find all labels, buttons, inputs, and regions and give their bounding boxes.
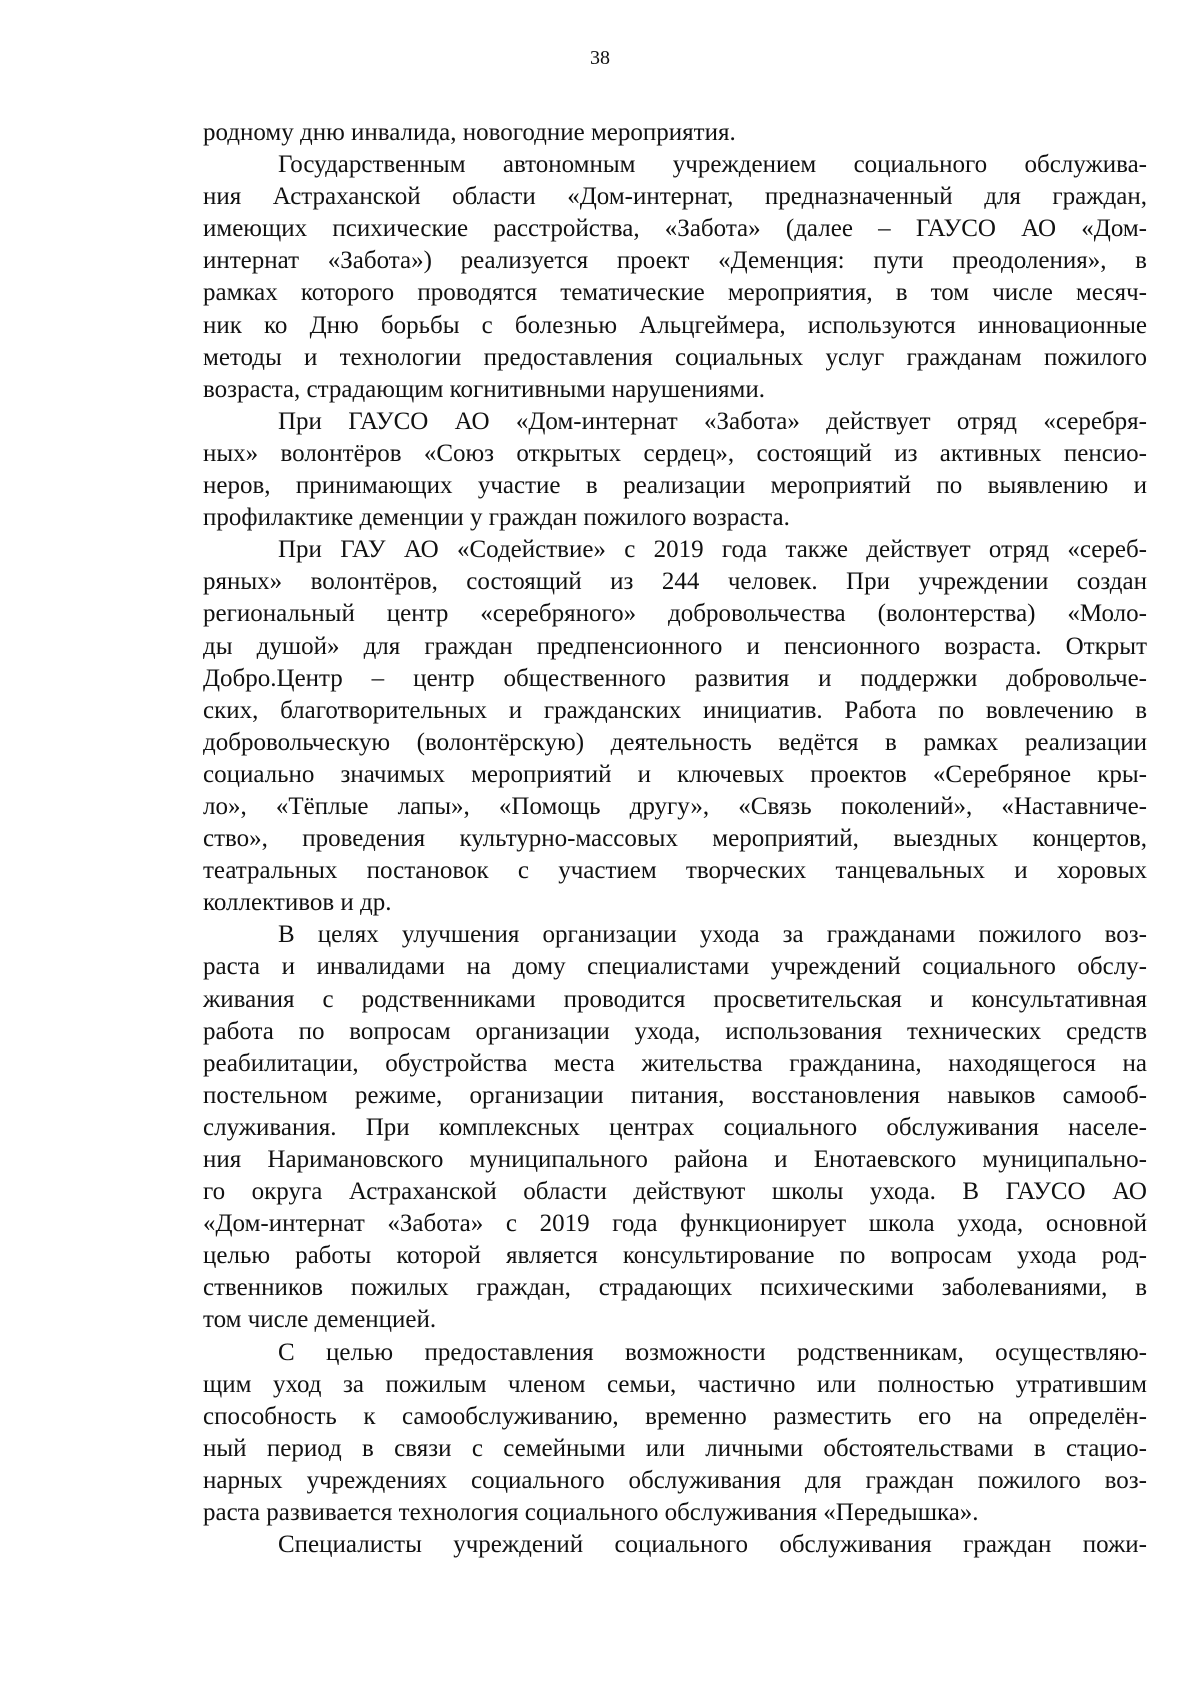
text-line: возраста, страдающим когнитивными нарушениями. — [203, 375, 765, 403]
text-line: способность к самообслуживанию, временно разместить его на определён- — [203, 1402, 1147, 1430]
text-line: При ГАУ АО «Содействие» с 2019 года также действует отряд «сереб- — [278, 536, 1147, 564]
text-line: профилактике деменции у граждан пожилого возраста. — [203, 504, 790, 532]
text-line: ских, благотворительных и гражданских инициатив. Работа по вовлечению в — [203, 696, 1147, 724]
text-line: интернат «Забота») реализуется проект «Деменция: пути преодоления», в — [203, 247, 1147, 275]
text-line: имеющих психические расстройства, «Забота» (далее – ГАУСО АО «Дом- — [203, 215, 1147, 243]
text-line: Добро.Центр – центр общественного развития и поддержки добровольче- — [203, 664, 1147, 692]
text-line: родному дню инвалида, новогодние мероприятия. — [203, 119, 736, 146]
text-line: ды душой» для граждан предпенсионного и пенсионного возраста. Открыт — [203, 632, 1147, 660]
text-line: целью работы которой является консультирование по вопросам ухода род- — [203, 1242, 1147, 1270]
text-line: методы и технологии предоставления социальных услуг гражданам пожилого — [203, 343, 1147, 371]
text-line: «Дом-интернат «Забота» с 2019 года функционирует школа ухода, основной — [203, 1210, 1147, 1238]
text-line: ряных» волонтёров, состоящий из 244 человек. При учреждении создан — [203, 568, 1147, 596]
body-text — [203, 117, 1147, 1561]
text-line: неров, принимающих участие в реализации мероприятий по выявлению и — [203, 472, 1147, 500]
text-line: работа по вопросам организации ухода, использования технических средств — [203, 1017, 1147, 1045]
text-line: социально значимых мероприятий и ключевых проектов «Серебряное кры- — [203, 760, 1147, 788]
text-line: ло», «Тёплые лапы», «Помощь другу», «Связь поколений», «Наставниче- — [203, 792, 1147, 820]
text-line: ния Наримановского муниципального района и Енотаевского муниципально- — [203, 1146, 1147, 1173]
text-line: ственников пожилых граждан, страдающих психическими заболеваниями, в — [203, 1274, 1147, 1302]
text-line: С целью предоставления возможности родственникам, осуществляю- — [278, 1338, 1147, 1366]
text-line: служивания. При комплексных центрах социального обслуживания населе- — [203, 1113, 1147, 1141]
page-number: 38 — [590, 47, 610, 69]
text-line: постельном режиме, организации питания, восстановления навыков самооб- — [203, 1081, 1147, 1109]
text-line: добровольческую (волонтёрскую) деятельность ведётся в рамках реализации — [203, 728, 1147, 756]
text-line: ных» волонтёров «Союз открытых сердец», состоящий из активных пенсио- — [203, 439, 1147, 467]
text-line: го округа Астраханской области действуют школы ухода. В ГАУСО АО — [203, 1178, 1147, 1206]
text-line: В целях улучшения организации ухода за гражданами пожилого воз- — [278, 921, 1147, 949]
text-line: раста и инвалидами на дому специалистами учреждений социального обслу- — [203, 953, 1147, 981]
text-line: ство», проведения культурно-массовых мероприятий, выездных концертов, — [203, 825, 1147, 853]
text-line: ный период в связи с семейными или личными обстоятельствами в стацио- — [203, 1434, 1147, 1462]
text-line: реабилитации, обустройства места жительства гражданина, находящегося на — [203, 1049, 1147, 1077]
text-line: живания с родственниками проводится просветительская и консультативная — [203, 985, 1147, 1013]
text-line: ния Астраханской области «Дом-интернат, предназначенный для граждан, — [203, 183, 1147, 211]
text-line: региональный центр «серебряного» добровольчества (волонтерства) «Моло- — [203, 600, 1147, 628]
text-line: раста развивается технология социального обслуживания «Передышка». — [203, 1499, 979, 1527]
text-line: При ГАУСО АО «Дом-интернат «Забота» действует отряд «серебря- — [278, 407, 1147, 435]
text-line: Специалисты учреждений социального обслуживания граждан пожи- — [278, 1531, 1147, 1559]
text-line: нарных учреждениях социального обслуживания для граждан пожилого воз- — [203, 1466, 1147, 1494]
text-line: Государственным автономным учреждением социального обслужива- — [278, 151, 1147, 179]
text-line: щим уход за пожилым членом семьи, частично или полностью утратившим — [203, 1370, 1147, 1398]
text-line: ник ко Дню борьбы с болезнью Альцгеймера, используются инновационные — [203, 311, 1147, 339]
text-line: рамках которого проводятся тематические мероприятия, в том числе месяч- — [203, 279, 1147, 307]
text-line: том числе деменцией. — [203, 1306, 437, 1334]
text-line: коллективов и др. — [203, 889, 392, 917]
text-line: театральных постановок с участием творческих танцевальных и хоровых — [203, 857, 1147, 885]
